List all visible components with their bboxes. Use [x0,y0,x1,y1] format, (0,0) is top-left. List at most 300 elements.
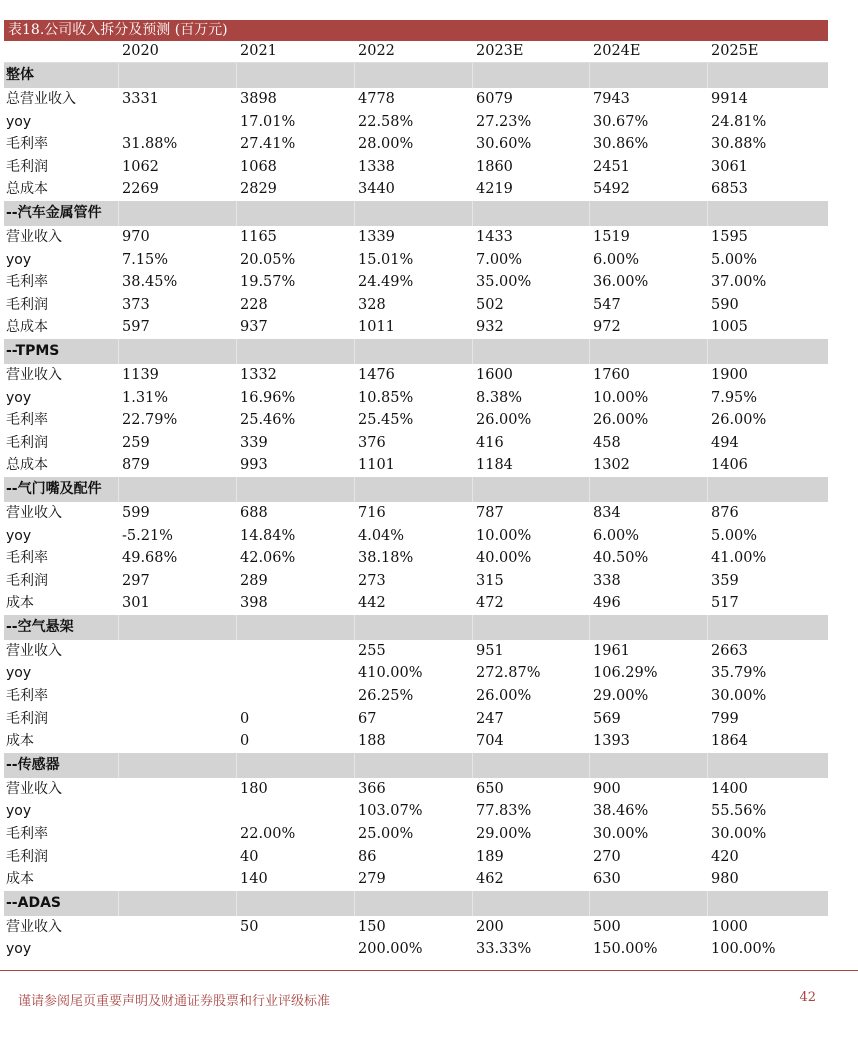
table-row [4,547,828,570]
table-cell: 26.00% [711,412,767,429]
table-cell: 273 [358,572,386,589]
table-cell: 1062 [122,158,159,175]
table-cell: 24.49% [358,274,414,291]
table-cell: 5492 [593,181,630,198]
table-cell: 55.56% [711,803,767,820]
table-cell: 900 [593,780,621,797]
table-cell: 150 [358,918,386,935]
section-column-divider [118,339,119,364]
table-cell: 1900 [711,366,748,383]
table-cell: 40.00% [476,550,532,567]
table-cell: 180 [240,780,268,797]
table-cell: 301 [122,595,150,612]
table-cell: 834 [593,504,621,521]
table-row [4,178,828,201]
section-column-divider [707,339,708,364]
section-column-divider [589,891,590,916]
table-cell: 688 [240,504,268,521]
table-cell: 30.86% [593,136,649,153]
section-header-row [4,615,828,640]
table-cell: 26.00% [476,688,532,705]
table-cell: 500 [593,918,621,935]
table-cell: 8.38% [476,389,523,406]
table-cell: 1400 [711,780,748,797]
table-cell: 650 [476,780,504,797]
section-column-divider [707,753,708,778]
table-cell: 937 [240,319,268,336]
table-cell: 30.88% [711,136,767,153]
section-column-divider [354,339,355,364]
table-cell: 1393 [593,733,630,750]
table-cell: 630 [593,871,621,888]
section-column-divider [236,477,237,502]
section-header-row [4,477,828,502]
table-cell: 10.00% [476,527,532,544]
table-cell: 416 [476,434,504,451]
row-label: 总营业收入 [6,91,76,107]
table-cell: 1165 [240,228,277,245]
table-cell: 599 [122,504,150,521]
row-label: 营业收入 [6,228,62,245]
table-cell: 359 [711,572,739,589]
table-cell: 4.04% [358,527,405,544]
table-cell: 993 [240,457,268,474]
table-cell: 41.00% [711,550,767,567]
section-column-divider [589,477,590,502]
table-cell: 0 [240,733,250,750]
table-cell: 2829 [240,181,277,198]
table-cell: 517 [711,595,739,612]
table-cell: 1406 [711,457,748,474]
year-header: 2025E [711,43,759,59]
table-cell: 3898 [240,91,277,107]
table-cell: 5.00% [711,527,758,544]
table-cell: 16.96% [240,389,296,406]
section-column-divider [118,477,119,502]
section-column-divider [354,63,355,88]
table-cell: 30.60% [476,136,532,153]
section-column-divider [236,891,237,916]
table-cell: 1476 [358,366,395,383]
section-column-divider [354,615,355,640]
section-column-divider [472,615,473,640]
table-cell: 338 [593,572,621,589]
table-row [4,708,828,731]
table-row [4,800,828,823]
row-label: 毛利率 [6,412,48,429]
table-cell: 6853 [711,181,748,198]
section-column-divider [472,753,473,778]
table-cell: 200.00% [358,941,423,958]
table-cell: 50 [240,918,259,935]
table-row [4,868,828,891]
table-cell: 373 [122,296,150,313]
table-cell: 49.68% [122,550,178,567]
table-cell: 787 [476,504,504,521]
section-column-divider [236,615,237,640]
section-title: --ADAS [6,894,61,911]
table-cell: 255 [358,642,386,659]
table-cell: 15.01% [358,251,414,268]
section-column-divider [472,477,473,502]
table-title: 表18.公司收入拆分及预测 (百万元) [4,20,828,41]
table-cell: 247 [476,710,504,727]
page-number: 42 [799,990,816,1005]
table-cell: 1000 [711,918,748,935]
table-cell: 27.41% [240,136,296,153]
table-row [4,271,828,294]
table-cell: 1139 [122,366,159,383]
table-body [4,63,828,961]
table-cell: 420 [711,848,739,865]
row-label: 毛利润 [6,296,48,313]
table-cell: 5.00% [711,251,758,268]
year-header: 2021 [240,43,277,59]
table-cell: 4778 [358,91,395,107]
row-label: 营业收入 [6,780,62,797]
section-header-row [4,891,828,916]
table-cell: 20.05% [240,251,296,268]
row-label: 毛利润 [6,434,48,451]
table-cell: 315 [476,572,504,589]
table-cell: 33.33% [476,941,532,958]
table-cell: 103.07% [358,803,423,820]
section-column-divider [236,201,237,226]
table-cell: 200 [476,918,504,935]
table-cell: 970 [122,228,150,245]
table-cell: 42.06% [240,550,296,567]
table-cell: 1961 [593,642,630,659]
table-cell: 980 [711,871,739,888]
table-cell: 932 [476,319,504,336]
table-cell: 35.79% [711,665,767,682]
table-cell: 272.87% [476,665,541,682]
table-cell: 6.00% [593,527,640,544]
table-cell: 29.00% [476,826,532,843]
section-column-divider [707,615,708,640]
table-cell: 30.00% [711,688,767,705]
table-row [4,502,828,525]
table-cell: 38.45% [122,274,178,291]
section-title: --空气悬架 [6,618,74,635]
table-row [4,316,828,339]
table-cell: 259 [122,434,150,451]
table-cell: 1433 [476,228,513,245]
section-column-divider [472,891,473,916]
table-cell: 547 [593,296,621,313]
section-column-divider [589,753,590,778]
table-cell: 86 [358,848,377,865]
table-cell: 38.46% [593,803,649,820]
table-cell: 494 [711,434,739,451]
table-cell: 1600 [476,366,513,383]
table-cell: 7.95% [711,389,758,406]
section-column-divider [118,615,119,640]
table-cell: 28.00% [358,136,414,153]
section-column-divider [118,753,119,778]
table-cell: 26.25% [358,688,414,705]
table-cell: 799 [711,710,739,727]
table-cell: 188 [358,733,386,750]
section-column-divider [236,63,237,88]
table-cell: 270 [593,848,621,865]
table-cell: 2663 [711,642,748,659]
table-row [4,662,828,685]
table-cell: 6.00% [593,251,640,268]
table-cell: 10.00% [593,389,649,406]
section-column-divider [707,891,708,916]
table-cell: 597 [122,319,150,336]
section-column-divider [236,753,237,778]
section-column-divider [472,63,473,88]
table-cell: 4219 [476,181,513,198]
row-label: yoy [6,941,32,958]
section-header-row [4,201,828,226]
table-cell: 36.00% [593,274,649,291]
table-cell: 6079 [476,91,513,107]
table-cell: 26.00% [593,412,649,429]
table-cell: 7.15% [122,251,169,268]
table-cell: 67 [358,710,377,727]
table-cell: 1860 [476,158,513,175]
table-cell: 150.00% [593,941,658,958]
row-label: 毛利率 [6,688,48,705]
table-row [4,916,828,939]
section-title: --汽车金属管件 [6,204,102,221]
table-row [4,409,828,432]
table-cell: 100.00% [711,941,776,958]
table-cell: 22.00% [240,826,296,843]
row-label: 营业收入 [6,642,62,659]
table-cell: 410.00% [358,665,423,682]
section-header-row [4,339,828,364]
table-cell: 27.23% [476,113,532,130]
table-row [4,938,828,961]
table-cell: 26.00% [476,412,532,429]
section-column-divider [707,63,708,88]
table-cell: 35.00% [476,274,532,291]
section-column-divider [118,201,119,226]
table-cell: 2451 [593,158,630,175]
table-cell: 1011 [358,319,395,336]
table-cell: 569 [593,710,621,727]
section-title: --气门嘴及配件 [6,480,102,497]
section-column-divider [589,63,590,88]
year-header: 2020 [122,43,159,59]
table-cell: 462 [476,871,504,888]
row-label: 总成本 [6,457,48,474]
table-cell: 189 [476,848,504,865]
table-cell: 19.57% [240,274,296,291]
table-cell: 339 [240,434,268,451]
table-cell: 289 [240,572,268,589]
table-cell: 77.83% [476,803,532,820]
table-cell: 3061 [711,158,748,175]
year-header: 2024E [593,43,641,59]
table-cell: 31.88% [122,136,178,153]
row-label: 营业收入 [6,504,62,521]
table-row [4,525,828,548]
table-row [4,226,828,249]
section-title: --TPMS [6,342,60,359]
table-cell: 0 [240,710,250,727]
section-column-divider [589,339,590,364]
row-label: 毛利润 [6,158,48,175]
table-row [4,454,828,477]
table-cell: 1332 [240,366,277,383]
table-cell: 279 [358,871,386,888]
table-row [4,133,828,156]
table-cell: 37.00% [711,274,767,291]
table-cell: 22.58% [358,113,414,130]
table-cell: 496 [593,595,621,612]
section-column-divider [707,201,708,226]
table-row [4,432,828,455]
row-label: 成本 [6,733,34,750]
table-cell: 502 [476,296,504,313]
table-cell: 972 [593,319,621,336]
table-cell: 590 [711,296,739,313]
row-label: 营业收入 [6,918,62,935]
table-cell: 1184 [476,457,513,474]
table-row [4,111,828,134]
table-cell: 1101 [358,457,395,474]
table-cell: 140 [240,871,268,888]
row-label: yoy [6,803,32,820]
table-cell: 472 [476,595,504,612]
table-cell: 1519 [593,228,630,245]
table-cell: 106.29% [593,665,658,682]
table-cell: 14.84% [240,527,296,544]
table-cell: 951 [476,642,504,659]
row-label: 毛利率 [6,274,48,291]
section-column-divider [707,477,708,502]
table-cell: 458 [593,434,621,451]
table-cell: 704 [476,733,504,750]
row-label: 毛利润 [6,710,48,727]
table-cell: 40.50% [593,550,649,567]
row-label: 总成本 [6,319,48,336]
table-row [4,88,828,111]
row-label: yoy [6,251,32,268]
row-label: 毛利率 [6,550,48,567]
table-row [4,685,828,708]
table-cell: 376 [358,434,386,451]
table-cell: 1864 [711,733,748,750]
section-column-divider [354,201,355,226]
row-label: 成本 [6,871,34,888]
table-cell: 29.00% [593,688,649,705]
table-cell: 10.85% [358,389,414,406]
table-cell: 22.79% [122,412,178,429]
table-cell: 366 [358,780,386,797]
table-cell: 228 [240,296,268,313]
section-column-divider [354,477,355,502]
section-column-divider [472,201,473,226]
table-cell: 3331 [122,91,159,107]
table-cell: 1005 [711,319,748,336]
table-row [4,846,828,869]
table-row [4,823,828,846]
row-label: 总成本 [6,181,48,198]
table-row [4,570,828,593]
section-header-row [4,63,828,88]
row-label: 毛利润 [6,848,48,865]
row-label: yoy [6,527,32,544]
table-row [4,778,828,801]
table-cell: 40 [240,848,259,865]
table-row [4,364,828,387]
table-row [4,592,828,615]
section-column-divider [589,201,590,226]
row-label: yoy [6,113,32,130]
table-cell: 1.31% [122,389,169,406]
section-column-divider [354,753,355,778]
table-row [4,387,828,410]
year-header: 2022 [358,43,395,59]
section-header-row [4,753,828,778]
table-row [4,294,828,317]
table-cell: 24.81% [711,113,767,130]
row-label: 成本 [6,595,34,612]
table-cell: 1339 [358,228,395,245]
section-column-divider [354,891,355,916]
table-cell: 25.00% [358,826,414,843]
table-cell: 25.46% [240,412,296,429]
section-column-divider [472,339,473,364]
row-label: yoy [6,389,32,406]
table-cell: 7943 [593,91,630,107]
year-header-row [4,41,828,63]
table-row [4,249,828,272]
table-cell: -5.21% [122,527,173,544]
section-title: --传感器 [6,756,60,773]
table-cell: 1068 [240,158,277,175]
section-column-divider [118,891,119,916]
section-column-divider [589,615,590,640]
footer-disclaimer: 谨请参阅尾页重要声明及财通证券股票和行业评级标准 [18,994,331,1009]
table-cell: 3440 [358,181,395,198]
table-cell: 30.00% [593,826,649,843]
table-cell: 716 [358,504,386,521]
section-column-divider [236,339,237,364]
table-cell: 30.67% [593,113,649,130]
table-cell: 7.00% [476,251,523,268]
table-cell: 1595 [711,228,748,245]
section-column-divider [118,63,119,88]
table-cell: 17.01% [240,113,296,130]
table-row [4,156,828,179]
row-label: 毛利率 [6,136,48,153]
table-row [4,640,828,663]
row-label: 毛利率 [6,826,48,843]
footer-divider [0,970,858,971]
table-cell: 30.00% [711,826,767,843]
table-cell: 1338 [358,158,395,175]
table-cell: 442 [358,595,386,612]
row-label: 毛利润 [6,572,48,589]
table-cell: 398 [240,595,268,612]
table-cell: 2269 [122,181,159,198]
table-cell: 876 [711,504,739,521]
year-header: 2023E [476,43,524,59]
table-cell: 38.18% [358,550,414,567]
table-row [4,730,828,753]
row-label: 营业收入 [6,366,62,383]
table-cell: 1760 [593,366,630,383]
table-cell: 879 [122,457,150,474]
row-label: yoy [6,665,32,682]
